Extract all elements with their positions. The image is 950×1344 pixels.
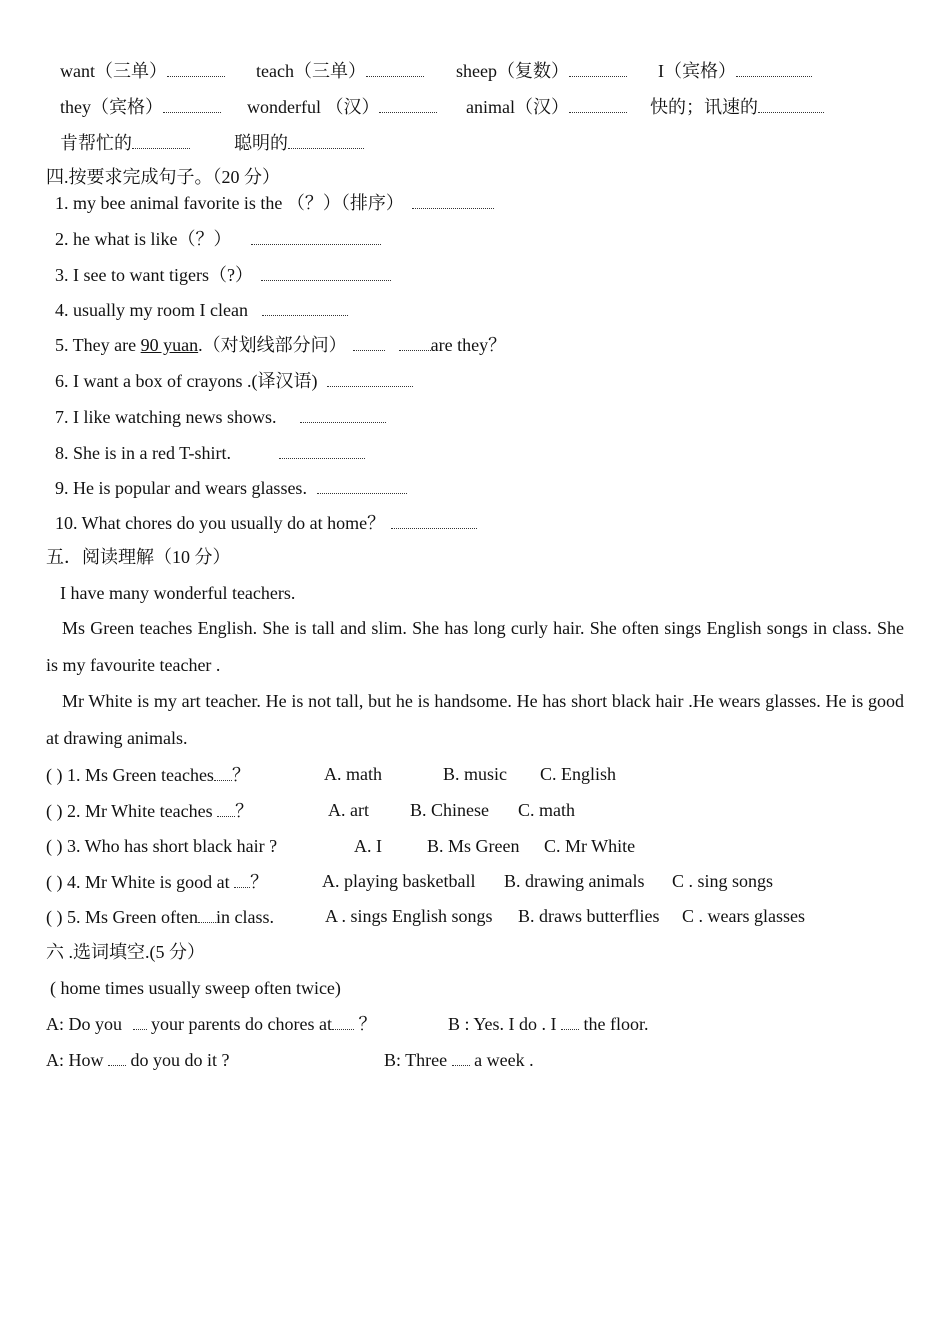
vocab-item: 聪明的 [234, 130, 364, 155]
answer-blank[interactable] [214, 762, 232, 781]
answer-blank[interactable] [132, 130, 190, 149]
answer-blank[interactable] [167, 58, 225, 77]
option[interactable]: A. math [324, 764, 382, 784]
answer-blank[interactable] [251, 226, 381, 245]
reading-paragraph-2: Mr White is my art teacher. He is not tall, but he is handsome. He has short black hair .He wears glasses. He is good at drawing animals. [46, 691, 904, 748]
answer-blank[interactable] [327, 368, 413, 387]
answer-blank[interactable] [412, 190, 494, 209]
sentence-item: 5. They are 90 yuan.（对划线部分问） are they？ [55, 332, 506, 357]
section-5-title: 五．阅读理解（10 分） [46, 547, 231, 567]
vocab-item: animal（汉） [466, 94, 627, 119]
option[interactable]: C. Mr White [544, 836, 636, 856]
vocab-item: 快的；讯速的 [650, 94, 824, 119]
vocab-item: want（三单） [60, 58, 225, 83]
answer-blank[interactable] [452, 1047, 470, 1066]
sentence-item: 1. my bee animal favorite is the （？）（排序） [55, 190, 494, 215]
answer-blank[interactable] [261, 262, 391, 281]
reading-paragraph-1: Ms Green teaches English. She is tall and slim. She has long curly hair. She often sings English songs in class. She is my favourite teacher . [46, 618, 904, 675]
answer-blank[interactable] [736, 58, 812, 77]
option[interactable]: B. drawing animals [504, 871, 645, 891]
option[interactable]: B. Ms Green [427, 836, 520, 856]
option[interactable]: A . sings English songs [325, 906, 493, 926]
option[interactable]: A. art [328, 800, 369, 820]
sentence-item: 10. What chores do you usually do at home？ [55, 510, 477, 535]
vocab-item: wonderful （汉） [247, 94, 437, 119]
answer-blank[interactable] [758, 94, 824, 113]
sentence-item: 3. I see to want tigers（?） [55, 262, 391, 287]
answer-blank[interactable] [561, 1011, 579, 1030]
vocab-item: they（宾格） [60, 94, 221, 119]
answer-blank[interactable] [133, 1011, 147, 1030]
answer-blank[interactable] [198, 904, 216, 923]
option[interactable]: C . sing songs [672, 871, 774, 891]
answer-blank[interactable] [399, 332, 431, 351]
option[interactable]: A. I [354, 836, 382, 856]
vocab-item: teach（三单） [256, 58, 424, 83]
option[interactable]: A. playing basketball [322, 871, 476, 891]
answer-blank[interactable] [288, 130, 364, 149]
answer-blank[interactable] [300, 404, 386, 423]
answer-blank[interactable] [108, 1047, 126, 1066]
sentence-item: 8. She is in a red T-shirt. [55, 440, 365, 465]
section-6-title: 六 .选词填空.(5 分） [46, 942, 205, 962]
option[interactable]: C . wears glasses [682, 906, 805, 926]
reading-intro: I have many wonderful teachers. [60, 583, 296, 603]
answer-blank[interactable] [217, 798, 235, 817]
sentence-item: 7. I like watching news shows. [55, 404, 386, 429]
sentence-item: 2. he what is like（？） [55, 226, 381, 251]
answer-blank[interactable] [353, 332, 385, 351]
option[interactable]: B. music [443, 764, 508, 784]
sentence-item: 6. I want a box of crayons .(译汉语) [55, 368, 413, 393]
underlined-amount: 90 yuan [140, 335, 199, 355]
answer-blank[interactable] [391, 510, 477, 529]
answer-blank[interactable] [379, 94, 437, 113]
answer-blank[interactable] [332, 1011, 354, 1030]
option[interactable]: B. draws butterflies [518, 906, 660, 926]
sentence-item: 9. He is popular and wears glasses. [55, 475, 407, 500]
answer-blank[interactable] [569, 94, 627, 113]
answer-blank[interactable] [569, 58, 627, 77]
answer-blank[interactable] [279, 440, 365, 459]
sentence-item: 4. usually my room I clean [55, 297, 348, 322]
answer-blank[interactable] [317, 475, 407, 494]
option[interactable]: C. math [518, 800, 575, 820]
vocab-item: sheep（复数） [456, 58, 627, 83]
vocab-item: 肯帮忙的 [60, 130, 190, 155]
option[interactable]: C. English [540, 764, 617, 784]
answer-blank[interactable] [234, 869, 250, 888]
vocab-item: I（宾格） [658, 58, 812, 83]
answer-blank[interactable] [262, 297, 348, 316]
answer-blank[interactable] [163, 94, 221, 113]
answer-blank[interactable] [366, 58, 424, 77]
option[interactable]: B. Chinese [410, 800, 489, 820]
section-4-title: 四.按要求完成句子。（20 分） [46, 167, 280, 187]
word-bank: ( home times usually sweep often twice) [50, 978, 341, 998]
